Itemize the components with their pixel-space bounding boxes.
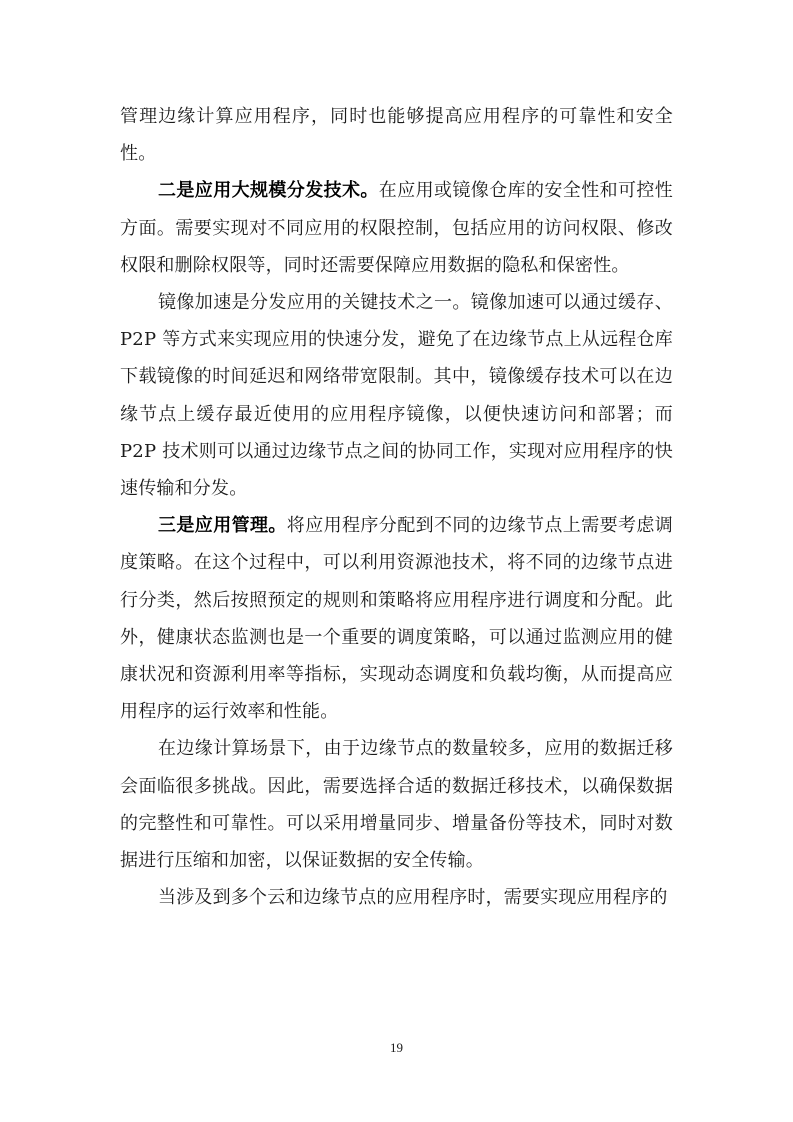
paragraph-2-text: 在应用或镜像仓库的安全性和可控性方面。需要实现对不同应用的权限控制，包括应用的访问权限、修改权限和删除权限等，同时还需要保障应用数据的隐私和保密性。 [120,180,673,276]
paragraph-1 [120,98,673,172]
page-number: 19 [390,1040,403,1055]
paragraph-6-text: 当涉及到多个云和边缘节点的应用程序时，需要实现应用程序的 [158,887,668,909]
paragraph-2 [120,172,673,284]
document-body [120,98,673,916]
paragraph-3-text: 镜像加速是分发应用的关键技术之一。镜像加速可以通过缓存、P2P 等方式来实现应用的快速分发，避免了在边缘节点上从远程仓库下载镜像的时间延迟和网络带宽限制。其中，镜像缓存技术可以在边缘节点上缓存最近使用的应用程序镜像，以便快速访问和部署；而 P2P 技术则可以通过边缘节点之间的协同工作，实现对应用程序的快速传输和分发。 [120,292,673,500]
paragraph-5-text: 在边缘计算场景下，由于边缘节点的数量较多，应用的数据迁移会面临很多挑战。因此，需要选择合适的数据迁移技术，以确保数据的完整性和可靠性。可以采用增量同步、增量备份等技术，同时对数据进行压缩和加密，以保证数据的安全传输。 [120,738,673,872]
paragraph-4-text: 将应用程序分配到不同的边缘节点上需要考虑调度策略。在这个过程中，可以利用资源池技术，将不同的边缘节点进行分类，然后按照预定的规则和策略将应用程序进行调度和分配。此外，健康状态监测也是一个重要的调度策略，可以通过监测应用的健康状况和资源利用率等指标，实现动态调度和负载均衡，从而提高应用程序的运行效率和性能。 [120,515,673,723]
paragraph-4 [120,507,673,730]
paragraph-3 [120,284,673,507]
paragraph-2-lead: 二是应用大规模分发技术。 [158,180,379,202]
paragraph-4-lead: 三是应用管理。 [158,515,287,537]
paragraph-1-text: 管理边缘计算应用程序，同时也能够提高应用程序的可靠性和安全性。 [120,106,673,165]
paragraph-5 [120,730,673,879]
paragraph-6 [120,879,673,916]
